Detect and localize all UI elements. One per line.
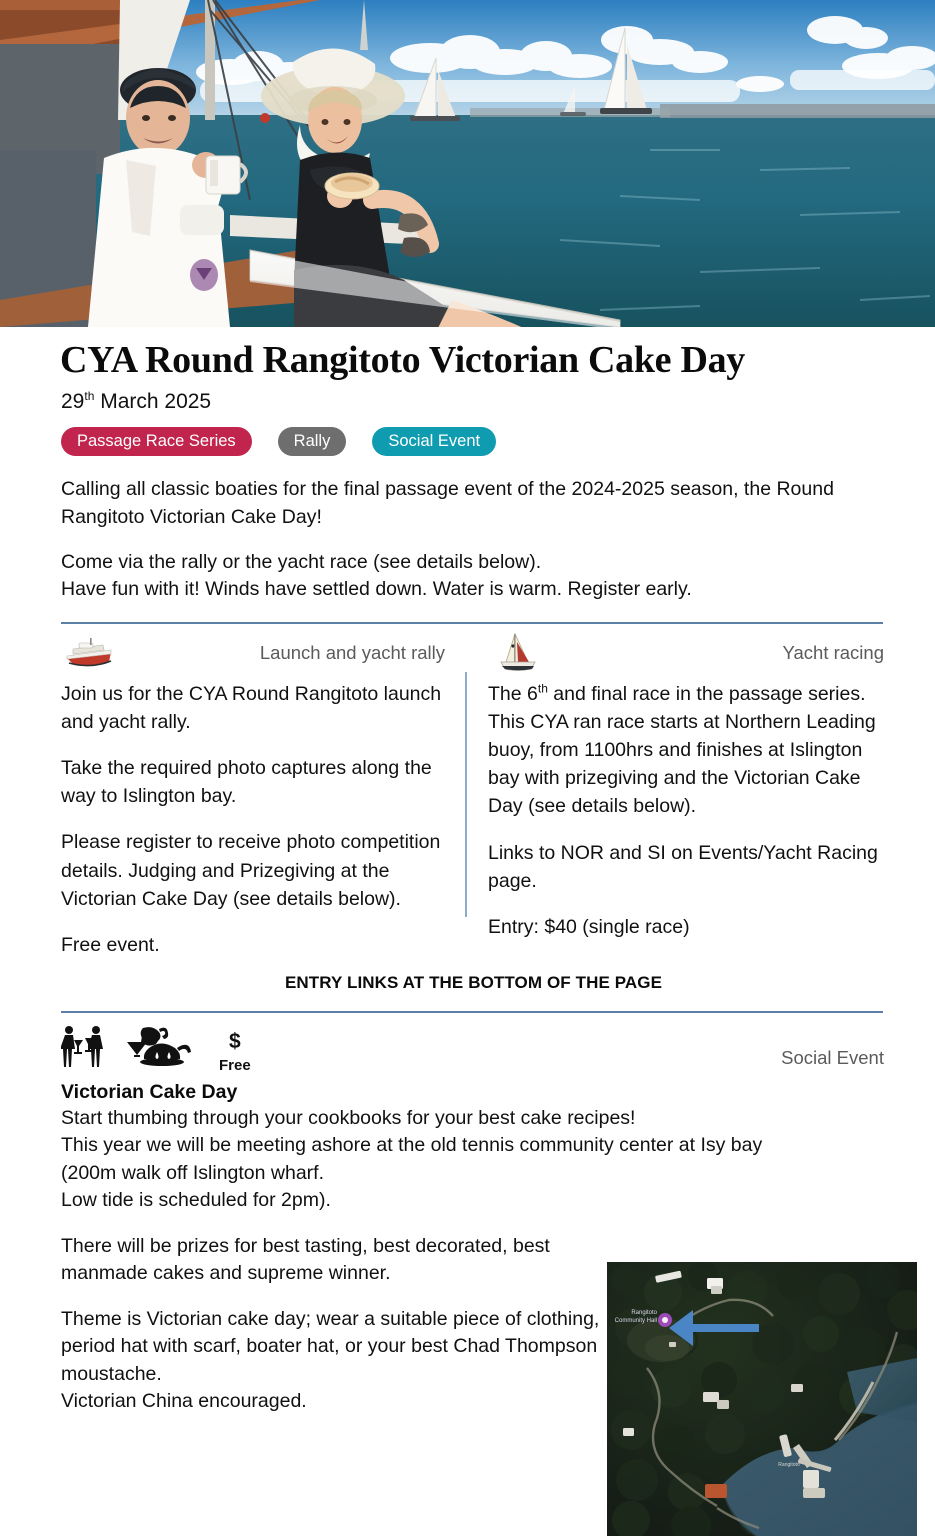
social-paragraph-1-line-3: (200m walk off Islington wharf. [61, 1161, 325, 1184]
event-date-rest: March 2025 [94, 389, 212, 413]
event-date [61, 389, 880, 414]
racing-race-number-suffix: th [537, 681, 548, 696]
column-rally-heading: Launch and yacht rally [259, 642, 445, 664]
divider-rule-top [61, 622, 883, 624]
map-pier-label: Rangitoto [778, 1462, 800, 1468]
social-event-header [61, 1023, 886, 1073]
hero-photo-illustration [0, 0, 935, 327]
column-yacht-racing-body [488, 680, 886, 941]
column-rally-body [61, 680, 447, 959]
hero-mug [206, 156, 246, 194]
price-free-label: Free [219, 1056, 251, 1074]
social-paragraph-3-line-2: Victorian China encouraged. [61, 1390, 307, 1413]
hero-photo [0, 0, 935, 327]
column-yacht-racing [465, 630, 886, 959]
racing-course-details: This CYA ran race starts at Northern Leading buoy, from 1100hrs and finishes at Islington bay with prizegiving and the Victorian Cake Day (see details below). [488, 711, 876, 818]
social-paragraph-3-line-1: Theme is Victorian cake day; wear a suitable piece of clothing, period hat with scarf, boater hat, or your best Chad Thompson moustache. [61, 1307, 600, 1385]
column-yacht-racing-header [488, 630, 886, 676]
motor-launch-icon [61, 633, 117, 673]
social-paragraph-2: There will be prizes for best tasting, best decorated, best manmade cakes and supreme winner. [61, 1234, 550, 1285]
map-poi-label-line1: Rangitoto [631, 1310, 657, 1316]
social-event-title: Victorian Cake Day [61, 1080, 238, 1103]
racing-paragraph-2: Links to NOR and SI on Events/Yacht Racing page. [488, 841, 878, 892]
entry-links-note: ENTRY LINKS AT THE BOTTOM OF THE PAGE [284, 972, 663, 992]
social-paragraph-1-line-4: Low tide is scheduled for 2pm). [61, 1189, 331, 1212]
people-toasting-icon [61, 1024, 107, 1073]
racing-race-number-prefix: The 6 [488, 683, 538, 706]
racing-paragraph-1 [488, 680, 886, 820]
racing-paragraph-3: Entry: $40 (single race) [488, 915, 690, 938]
column-yacht-racing-heading: Yacht racing [782, 642, 884, 664]
social-paragraph-1-line-2: This year we will be meeting ashore at the old tennis community center at Isy bay [61, 1134, 763, 1157]
badge-social-event[interactable]: Social Event [372, 427, 496, 457]
racing-race-number-rest: and final race in the passage series. [547, 683, 866, 706]
column-rally [61, 630, 465, 959]
social-event-right-label: Social Event [781, 1046, 884, 1068]
hero-cake [325, 173, 379, 199]
intro-paragraph-2-line-1: Come via the rally or the yacht race (see details below). [61, 550, 542, 573]
dollar-icon: $ [229, 1029, 241, 1053]
intro-paragraph-1: Calling all classic boaties for the final passage event of the 2024-2025 season, the Round Rangitoto Victorian Cake Day! [61, 478, 834, 529]
intro-paragraph-2 [61, 549, 880, 604]
map-poi-marker [658, 1313, 672, 1327]
page-title: CYA Round Rangitoto Victorian Cake Day [60, 339, 745, 381]
rally-paragraph-2: Take the required photo captures along the way to Islington bay. [61, 757, 432, 808]
badge-passage-race-series[interactable]: Passage Race Series [61, 427, 252, 457]
event-date-suffix: th [84, 388, 95, 403]
divider-rule-bottom [61, 1011, 883, 1013]
map-poi-label-line2: Community Hall [614, 1318, 657, 1324]
intro-paragraph-2-line-2: Have fun with it! Winds have settled down. Water is warm. Register early. [61, 578, 692, 601]
social-paragraph-1 [61, 1105, 906, 1215]
event-options-columns [61, 630, 886, 959]
social-event-icons [61, 1024, 251, 1073]
hero-club-logo [190, 259, 218, 291]
event-category-badges [61, 427, 880, 457]
event-date-day: 29 [61, 389, 85, 413]
rally-paragraph-1: Join us for the CYA Round Rangitoto launch and yacht rally. [61, 683, 442, 734]
column-rally-header [61, 630, 447, 676]
social-paragraph-1-line-1: Start thumbing through your cookbooks for your best cake recipes! [61, 1106, 636, 1129]
gaff-yacht-icon [490, 633, 546, 673]
location-map[interactable] [607, 1262, 917, 1536]
location-map-illustration [607, 1262, 917, 1536]
rally-paragraph-4: Free event. [61, 933, 160, 956]
rally-paragraph-3: Please register to receive photo competition details. Judging and Prizegiving at the Victorian Cake Day (see details below). [61, 831, 441, 910]
badge-rally[interactable]: Rally [278, 427, 347, 457]
price-free-stack [219, 1031, 251, 1073]
intro-text [61, 476, 880, 604]
page-content [0, 341, 935, 1416]
teapot-and-cake-icon [121, 1024, 193, 1073]
social-paragraph-3 [61, 1306, 606, 1416]
